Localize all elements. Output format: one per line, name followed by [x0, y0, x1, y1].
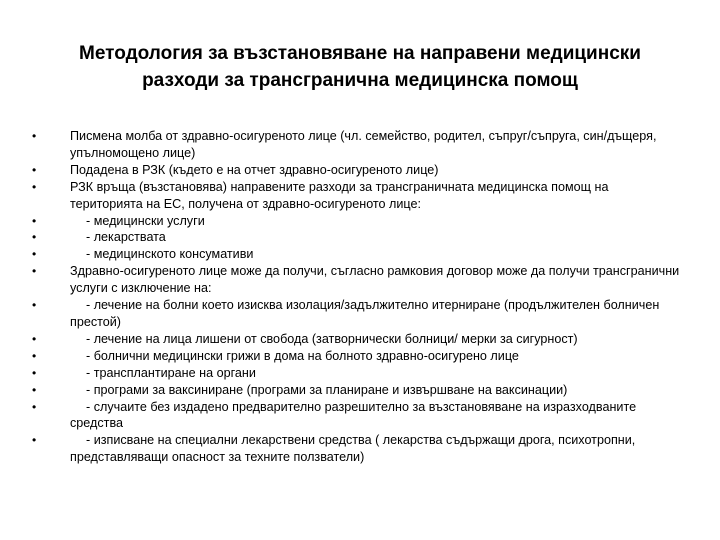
bullet-text: Подадена в РЗК (където е на отчет здравно-осигуреното лице) — [70, 162, 439, 177]
bullet-dot-icon: • — [32, 162, 37, 177]
bullet-list — [32, 128, 682, 466]
bullet-item — [32, 229, 682, 246]
slide-title-line-2: разходи за трансгранична медицинска помощ — [142, 70, 578, 91]
bullet-text: - лекарствата — [86, 230, 166, 245]
bullet-item — [32, 399, 682, 433]
bullet-item — [32, 179, 682, 213]
bullet-dot-icon: • — [32, 365, 37, 380]
bullet-text: - случаите без издадено предварително разрешително за възстановяване на изразходваните средства — [70, 399, 637, 431]
slide-title — [40, 40, 680, 94]
bullet-dot-icon: • — [32, 213, 37, 228]
bullet-text: РЗК връща (възстановява) направените разходи за трансграничната медицинска помощ на територията на ЕС, получена от здравно-осигуреното лице: — [70, 179, 609, 211]
bullet-text: - болнични медицински грижи в дома на болното здравно-осигурено лице — [86, 348, 519, 363]
bullet-text: Здравно-осигуреното лице може да получи, съгласно рамковия договор може да получи трансгранични услуги с изключение на: — [70, 264, 680, 296]
bullet-item — [32, 263, 682, 297]
slide-title-line-1: Методология за възстановяване на направени медицински — [79, 43, 641, 64]
bullet-item — [32, 382, 682, 399]
bullet-text: - медицински услуги — [86, 213, 205, 228]
bullet-dot-icon: • — [32, 129, 37, 143]
bullet-dot-icon: • — [32, 348, 37, 363]
bullet-dot-icon: • — [32, 179, 37, 194]
bullet-item — [32, 432, 682, 466]
bullet-dot-icon: • — [32, 331, 37, 346]
bullet-item — [32, 162, 682, 179]
bullet-text: Писмена молба от здравно-осигуреното лице (чл. семейство, родител, съпруг/съпруга, син/дъщеря, упълномощено лице) — [70, 129, 657, 160]
bullet-text: - програми за ваксиниране (програми за планиране и извършване на ваксинации) — [86, 382, 568, 397]
bullet-item — [32, 213, 682, 230]
bullet-text: - изписване на специални лекарствени средства ( лекарства съдържащи дрога, психотропни, представляващи опасност за техните ползватели) — [70, 433, 636, 465]
bullet-dot-icon: • — [32, 230, 37, 245]
bullet-item — [32, 128, 682, 162]
bullet-item — [32, 348, 682, 365]
bullet-text: - лечение на лица лишени от свобода (затворнически болници/ мерки за сигурност) — [86, 331, 578, 346]
bullet-item — [32, 365, 682, 382]
bullet-item — [32, 246, 682, 263]
bullet-dot-icon: • — [32, 298, 37, 313]
bullet-text: - трансплантиране на органи — [86, 365, 256, 380]
bullet-dot-icon: • — [32, 264, 37, 279]
bullet-text: - лечение на болни което изисква изолация/задължително итерниране (продължителен болничен престой) — [70, 298, 660, 329]
bullet-dot-icon: • — [32, 399, 37, 414]
bullet-item — [32, 297, 682, 331]
bullet-item — [32, 331, 682, 348]
bullet-dot-icon: • — [32, 247, 37, 262]
bullet-dot-icon: • — [32, 433, 37, 448]
bullet-text: - медицинското консумативи — [86, 247, 254, 262]
bullet-dot-icon: • — [32, 382, 37, 397]
